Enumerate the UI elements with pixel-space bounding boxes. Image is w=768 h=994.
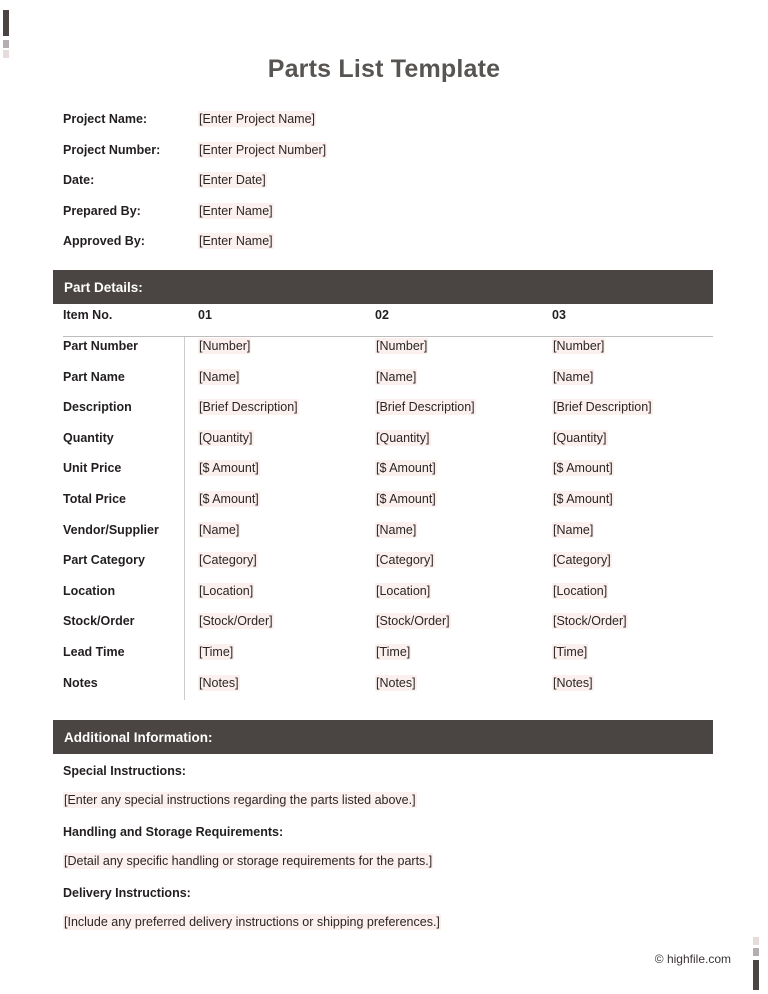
table-row xyxy=(63,643,713,674)
meta-field-placeholder[interactable]: [Enter Name] xyxy=(199,234,273,248)
parts-table-column-header-1: 01 xyxy=(198,308,212,322)
parts-table-row-label: Total Price xyxy=(63,491,126,506)
meta-field-row xyxy=(63,232,713,263)
additional-info-field[interactable] xyxy=(63,790,723,821)
additional-info-heading: Special Instructions: xyxy=(63,764,186,778)
parts-table-cell-placeholder[interactable]: [Notes] xyxy=(376,675,416,690)
parts-table-cell-placeholder[interactable]: [Name] xyxy=(199,369,240,384)
table-row xyxy=(63,582,713,613)
additional-info-placeholder[interactable]: [Include any preferred delivery instructions or shipping preferences.] xyxy=(64,915,440,929)
parts-table-cell[interactable] xyxy=(552,582,729,600)
additional-info-heading: Handling and Storage Requirements: xyxy=(63,825,284,839)
parts-table-row-label: Unit Price xyxy=(63,461,122,476)
parts-table-cell-placeholder[interactable]: [Quantity] xyxy=(553,430,607,445)
parts-table-cell-placeholder[interactable]: [Brief Description] xyxy=(376,400,475,415)
parts-table-cell-placeholder[interactable]: [$ Amount] xyxy=(553,491,613,506)
parts-table-cell[interactable] xyxy=(198,521,375,539)
parts-table-cell-placeholder[interactable]: [Brief Description] xyxy=(199,400,298,415)
meta-field-label: Project Number: xyxy=(63,142,161,157)
copyright-icon: © xyxy=(654,952,664,966)
table-row xyxy=(63,551,713,582)
parts-table-row-label: Part Number xyxy=(63,339,139,353)
project-meta-fields xyxy=(63,110,713,263)
parts-table-cell-placeholder[interactable]: [$ Amount] xyxy=(199,491,259,506)
parts-table-row-label: Lead Time xyxy=(63,644,125,659)
meta-field-row xyxy=(63,171,713,202)
parts-table-row-label: Stock/Order xyxy=(63,614,135,629)
parts-table-cell[interactable] xyxy=(198,429,375,447)
parts-table xyxy=(63,308,713,704)
meta-field-row xyxy=(63,141,713,172)
table-row xyxy=(63,674,713,705)
parts-table-cell[interactable] xyxy=(198,551,375,569)
meta-field-value[interactable] xyxy=(198,110,316,128)
parts-table-body xyxy=(63,337,713,704)
meta-field-value[interactable] xyxy=(198,232,274,250)
parts-table-cell[interactable] xyxy=(198,643,375,661)
parts-table-cell-placeholder[interactable]: [Time] xyxy=(376,644,411,659)
parts-table-cell-placeholder[interactable]: [$ Amount] xyxy=(376,461,436,476)
additional-info-placeholder[interactable]: [Detail any specific handling or storage requirements for the parts.] xyxy=(64,854,433,868)
parts-table-cell[interactable] xyxy=(198,582,375,600)
parts-table-header-row xyxy=(63,308,713,337)
parts-table-cell-placeholder[interactable]: [$ Amount] xyxy=(199,461,259,476)
table-row xyxy=(63,429,713,460)
parts-table-cell[interactable] xyxy=(552,612,729,630)
section-header-additional-information: Additional Information: xyxy=(53,720,713,754)
page-title: Parts List Template xyxy=(267,55,501,83)
parts-table-cell[interactable] xyxy=(375,582,552,600)
table-row xyxy=(63,398,713,429)
parts-table-cell-placeholder[interactable]: [$ Amount] xyxy=(376,491,436,506)
parts-table-row-label: Vendor/Supplier xyxy=(63,522,159,537)
meta-field-label: Date: xyxy=(63,173,95,187)
parts-table-cell[interactable] xyxy=(552,521,729,539)
parts-table-row-label: Description xyxy=(63,400,132,415)
parts-table-cell[interactable] xyxy=(552,490,729,508)
parts-table-cell-placeholder[interactable]: [Quantity] xyxy=(199,430,253,445)
parts-table-cell-placeholder[interactable]: [Name] xyxy=(199,522,240,537)
parts-table-cell-placeholder[interactable]: [Location] xyxy=(376,583,431,598)
parts-table-cell-placeholder[interactable]: [Stock/Order] xyxy=(199,614,273,629)
parts-table-cell-placeholder[interactable]: [Location] xyxy=(553,583,608,598)
parts-table-cell[interactable] xyxy=(375,674,552,692)
additional-info-field[interactable] xyxy=(63,851,723,882)
parts-table-cell[interactable] xyxy=(375,643,552,661)
parts-table-cell-placeholder[interactable]: [$ Amount] xyxy=(553,461,613,476)
parts-table-cell-placeholder[interactable]: [Category] xyxy=(199,553,257,568)
meta-field-value[interactable] xyxy=(198,141,327,159)
parts-table-cell[interactable] xyxy=(198,612,375,630)
parts-table-cell[interactable] xyxy=(198,368,375,386)
parts-table-header-label: Item No. xyxy=(63,308,113,322)
additional-information-body xyxy=(63,760,723,943)
meta-field-value[interactable] xyxy=(198,171,267,189)
meta-field-value[interactable] xyxy=(198,202,274,220)
parts-table-cell[interactable] xyxy=(552,337,729,355)
parts-table-cell[interactable] xyxy=(552,674,729,692)
parts-table-vertical-divider xyxy=(184,337,185,700)
parts-table-cell[interactable] xyxy=(375,521,552,539)
table-row xyxy=(63,459,713,490)
parts-table-cell[interactable] xyxy=(198,490,375,508)
parts-table-cell-placeholder[interactable]: [Category] xyxy=(553,553,611,568)
meta-field-placeholder[interactable]: [Enter Name] xyxy=(199,203,273,218)
parts-table-cell-placeholder[interactable]: [Name] xyxy=(376,522,417,537)
parts-table-cell-placeholder[interactable]: [Name] xyxy=(376,369,417,384)
parts-table-row-label: Location xyxy=(63,583,116,598)
parts-table-cell-placeholder[interactable]: [Number] xyxy=(376,339,428,353)
parts-table-cell-placeholder[interactable]: [Stock/Order] xyxy=(553,614,627,629)
parts-table-row-label: Notes xyxy=(63,675,98,690)
table-row xyxy=(63,490,713,521)
additional-info-heading: Delivery Instructions: xyxy=(63,886,191,900)
parts-table-cell[interactable] xyxy=(552,643,729,661)
parts-table-cell[interactable] xyxy=(198,337,375,355)
parts-table-cell[interactable] xyxy=(375,429,552,447)
parts-table-cell[interactable] xyxy=(552,459,729,477)
parts-table-cell-placeholder[interactable]: [Name] xyxy=(553,369,594,384)
parts-table-cell-placeholder[interactable]: [Quantity] xyxy=(376,430,430,445)
parts-table-cell-placeholder[interactable]: [Time] xyxy=(199,644,234,659)
meta-field-placeholder[interactable]: [Enter Date] xyxy=(199,173,266,187)
meta-field-label: Prepared By: xyxy=(63,203,141,218)
parts-table-cell-placeholder[interactable]: [Number] xyxy=(199,339,251,353)
parts-table-cell-placeholder[interactable]: [Notes] xyxy=(199,675,239,690)
meta-field-label: Approved By: xyxy=(63,234,145,248)
parts-table-cell[interactable] xyxy=(375,398,552,416)
parts-table-row-label: Quantity xyxy=(63,430,114,445)
parts-table-cell-placeholder[interactable]: [Brief Description] xyxy=(553,400,652,415)
section-header-part-details: Part Details: xyxy=(53,270,713,304)
parts-table-cell[interactable] xyxy=(552,551,729,569)
table-row xyxy=(63,612,713,643)
parts-table-cell[interactable] xyxy=(198,459,375,477)
table-row xyxy=(63,337,713,368)
parts-table-cell[interactable] xyxy=(552,368,729,386)
parts-table-cell-placeholder[interactable]: [Name] xyxy=(553,522,594,537)
parts-table-cell[interactable] xyxy=(198,398,375,416)
table-row xyxy=(63,521,713,552)
parts-table-column-header-3: 03 xyxy=(552,308,566,322)
meta-field-label: Project Name: xyxy=(63,112,148,126)
parts-table-cell[interactable] xyxy=(375,459,552,477)
parts-table-cell[interactable] xyxy=(375,368,552,386)
parts-table-cell-placeholder[interactable]: [Time] xyxy=(553,644,588,659)
parts-table-cell[interactable] xyxy=(552,429,729,447)
parts-table-cell-placeholder[interactable]: [Location] xyxy=(199,583,254,598)
meta-field-placeholder[interactable]: [Enter Project Name] xyxy=(199,112,316,126)
parts-table-cell-placeholder[interactable]: [Number] xyxy=(553,339,605,353)
parts-table-row-label: Part Name xyxy=(63,369,125,384)
parts-table-cell-placeholder[interactable]: [Notes] xyxy=(553,675,593,690)
parts-table-cell[interactable] xyxy=(198,674,375,692)
parts-table-row-label: Part Category xyxy=(63,553,145,568)
parts-table-cell[interactable] xyxy=(375,551,552,569)
meta-field-row xyxy=(63,202,713,233)
meta-field-row xyxy=(63,110,713,141)
parts-table-cell[interactable] xyxy=(552,398,729,416)
parts-table-cell[interactable] xyxy=(375,490,552,508)
parts-table-cell[interactable] xyxy=(375,612,552,630)
parts-table-cell[interactable] xyxy=(375,337,552,355)
additional-info-placeholder[interactable]: [Enter any special instructions regarding the parts listed above.] xyxy=(64,793,416,807)
additional-info-field[interactable] xyxy=(63,912,723,943)
table-row xyxy=(63,368,713,399)
footer-site-name: highfile.com xyxy=(666,952,731,966)
parts-table-cell-placeholder[interactable]: [Category] xyxy=(376,553,434,568)
meta-field-placeholder[interactable]: [Enter Project Number] xyxy=(199,142,327,157)
parts-table-cell-placeholder[interactable]: [Stock/Order] xyxy=(376,614,450,629)
parts-table-column-header-2: 02 xyxy=(375,308,389,322)
footer-copyright xyxy=(655,952,731,966)
